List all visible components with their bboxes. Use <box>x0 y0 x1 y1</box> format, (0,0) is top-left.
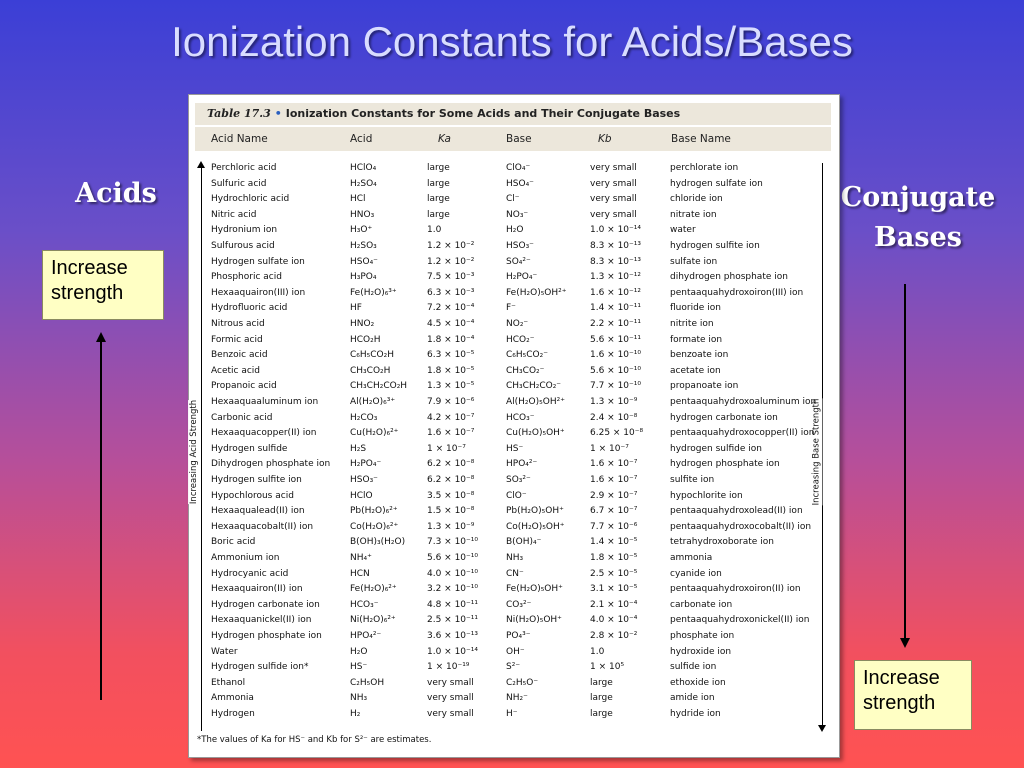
table-row <box>189 613 839 629</box>
cell-ka: 3.5 × 10⁻⁸ <box>427 490 475 501</box>
table-row <box>189 629 839 645</box>
cell-base-name: pentaaquahydroxoiron(III) ion <box>670 287 804 298</box>
cell-acid-name: Hexaaqualead(II) ion <box>211 506 305 517</box>
cell-base-name: hypochlorite ion <box>670 490 743 501</box>
cell-acid: CH₃CO₂H <box>350 365 391 376</box>
cell-ka: 7.3 × 10⁻¹⁰ <box>427 537 478 548</box>
cell-base-name: hydrogen phosphate ion <box>670 459 780 470</box>
cell-acid-name: Hydrogen sulfite ion <box>211 475 302 485</box>
table-row <box>189 286 839 302</box>
base-strength-arrow <box>904 284 906 640</box>
cell-kb: 1.0 <box>590 646 605 657</box>
conjugate-bases-heading <box>836 178 1000 258</box>
cell-base: Ni(H₂O)₅OH⁺ <box>506 615 562 626</box>
table-row <box>189 301 839 317</box>
cell-acid-name: Hexaaquaaluminum ion <box>211 397 319 407</box>
table-row <box>189 364 839 380</box>
cell-kb: very small <box>590 178 637 189</box>
cell-acid-name: Ethanol <box>211 677 246 688</box>
cell-acid-name: Hexaaquairon(III) ion <box>211 287 306 298</box>
cell-base: F⁻ <box>506 303 516 314</box>
cell-ka: 7.5 × 10⁻³ <box>427 272 475 283</box>
acid-strength-arrow <box>100 340 102 700</box>
table-row <box>189 333 839 349</box>
table-row <box>189 551 839 567</box>
cell-acid: HNO₂ <box>350 319 375 329</box>
cell-base-name: sulfite ion <box>670 475 715 485</box>
cell-acid-name: Carbonic acid <box>211 412 273 423</box>
cell-acid-name: Hexaaquanickel(II) ion <box>211 615 312 626</box>
cell-base: NH₃ <box>506 553 524 563</box>
cell-base-name: ammonia <box>670 553 713 563</box>
cell-kb: 2.5 × 10⁻⁵ <box>590 568 638 579</box>
cell-ka: very small <box>427 709 474 719</box>
cell-kb: 2.1 × 10⁻⁴ <box>590 599 638 610</box>
cell-acid: HF <box>350 303 362 314</box>
cell-base-name: propanoate ion <box>670 381 739 392</box>
cell-ka: 1.8 × 10⁻⁵ <box>427 365 475 376</box>
cell-base-name: hydride ion <box>670 709 721 719</box>
cell-base: CH₃CO₂⁻ <box>506 365 545 376</box>
cell-base: ClO⁻ <box>506 490 527 501</box>
cell-base-name: perchlorate ion <box>670 163 739 173</box>
cell-kb: 2.4 × 10⁻⁸ <box>590 412 638 423</box>
cell-acid-name: Boric acid <box>211 537 256 548</box>
header-kb: Kb <box>598 133 612 145</box>
cell-base: HSO₄⁻ <box>506 178 534 189</box>
cell-acid-name: Hexaaquacopper(II) ion <box>211 428 317 439</box>
table-row <box>189 177 839 193</box>
cell-kb: 6.7 × 10⁻⁷ <box>590 506 638 517</box>
cell-kb: 6.25 × 10⁻⁸ <box>590 428 644 439</box>
cell-base-name: hydrogen sulfite ion <box>670 241 760 251</box>
cell-kb: large <box>590 709 613 719</box>
cell-acid: H₂SO₃ <box>350 241 377 251</box>
cell-acid: HCN <box>350 568 370 579</box>
cell-ka: 1.3 × 10⁻⁵ <box>427 381 475 392</box>
cell-base-name: carbonate ion <box>670 599 733 610</box>
cell-base-name: chloride ion <box>670 194 723 205</box>
cell-base: C₆H₅CO₂⁻ <box>506 350 548 361</box>
cell-base-name: cyanide ion <box>670 568 722 579</box>
cell-acid-name: Sulfuric acid <box>211 178 267 189</box>
caption-bullet-icon: • <box>274 107 282 120</box>
cell-ka: 1.0 × 10⁻¹⁴ <box>427 646 478 657</box>
table-row <box>189 691 839 707</box>
cell-kb: large <box>590 693 613 704</box>
cell-ka: large <box>427 178 450 189</box>
cell-acid: NH₃ <box>350 693 368 704</box>
cell-kb: very small <box>590 194 637 205</box>
cell-acid: Fe(H₂O)₆³⁺ <box>350 287 397 298</box>
cell-acid: Ni(H₂O)₆²⁺ <box>350 615 396 626</box>
cell-acid: Fe(H₂O)₆²⁺ <box>350 584 397 595</box>
cell-acid: NH₄⁺ <box>350 553 372 563</box>
base-increase-strength-box <box>854 660 972 730</box>
table-row <box>189 208 839 224</box>
cell-ka: 4.2 × 10⁻⁷ <box>427 412 475 423</box>
cell-acid: H₂O <box>350 646 368 657</box>
cell-base: NO₃⁻ <box>506 209 529 220</box>
cell-acid: HCl <box>350 194 366 205</box>
base-box-line2: strength <box>863 692 936 714</box>
cell-ka: 7.2 × 10⁻⁴ <box>427 303 475 314</box>
cell-base: HSO₃⁻ <box>506 241 534 251</box>
cell-base-name: dihydrogen phosphate ion <box>670 272 788 283</box>
cell-acid-name: Phosphoric acid <box>211 272 282 283</box>
acid-axis-label: Increasing Acid Strength <box>189 399 200 505</box>
cell-ka: 1.8 × 10⁻⁴ <box>427 334 475 345</box>
cell-base-name: benzoate ion <box>670 350 729 361</box>
cell-acid: HClO₄ <box>350 163 377 173</box>
cell-base: S²⁻ <box>506 662 521 673</box>
cell-kb: large <box>590 677 613 688</box>
cell-base-name: pentaaquahydroxoiron(II) ion <box>670 584 801 595</box>
cell-acid: Al(H₂O)₆³⁺ <box>350 397 396 407</box>
cell-base: H₂PO₄⁻ <box>506 272 538 283</box>
cell-base: HCO₃⁻ <box>506 412 535 423</box>
cell-base-name: hydrogen sulfide ion <box>670 443 762 454</box>
cell-kb: 2.9 × 10⁻⁷ <box>590 490 638 501</box>
cell-kb: 1.6 × 10⁻¹⁰ <box>590 350 641 361</box>
table-row <box>189 239 839 255</box>
cell-base-name: formate ion <box>670 334 723 345</box>
cell-ka: 6.3 × 10⁻⁵ <box>427 350 475 361</box>
cell-ka: large <box>427 163 450 173</box>
cell-acid-name: Water <box>211 646 238 657</box>
table-row <box>189 348 839 364</box>
cell-base-name: pentaaquahydroxonickel(II) ion <box>670 615 810 626</box>
cell-base: Fe(H₂O)₅OH²⁺ <box>506 287 567 298</box>
cell-acid-name: Hypochlorous acid <box>211 490 294 501</box>
cell-kb: 5.6 × 10⁻¹⁰ <box>590 365 641 376</box>
cell-base: HPO₄²⁻ <box>506 459 538 470</box>
acids-heading: Acids <box>75 178 157 209</box>
cell-base: HCO₂⁻ <box>506 334 535 345</box>
cell-acid-name: Hydrogen sulfate ion <box>211 256 305 267</box>
cell-acid-name: Hydrogen phosphate ion <box>211 631 322 641</box>
table-footnote: *The values of Ka for HS⁻ and Kb for S²⁻ are estimates. <box>197 735 432 745</box>
cell-acid-name: Hydrogen sulfide ion* <box>211 662 309 673</box>
cell-ka: 4.0 × 10⁻¹⁰ <box>427 568 478 579</box>
conjugate-bases-heading-line2: Bases <box>874 222 962 253</box>
cell-acid-name: Formic acid <box>211 334 263 345</box>
cell-base-name: hydrogen sulfate ion <box>670 178 763 189</box>
base-axis-arrow-icon <box>818 725 826 732</box>
table-number: Table 17.3 <box>207 107 271 120</box>
cell-acid: Co(H₂O)₆²⁺ <box>350 521 399 532</box>
cell-ka: 1 × 10⁻⁷ <box>427 443 466 454</box>
cell-kb: 2.2 × 10⁻¹¹ <box>590 319 641 329</box>
cell-kb: 1.4 × 10⁻¹¹ <box>590 303 641 314</box>
cell-acid: HCO₂H <box>350 334 381 345</box>
cell-acid-name: Sulfurous acid <box>211 241 275 251</box>
cell-acid-name: Propanoic acid <box>211 381 277 392</box>
cell-ka: 4.5 × 10⁻⁴ <box>427 319 475 329</box>
base-axis-label: Increasing Base Strength <box>811 398 822 506</box>
cell-base-name: pentaaquahydroxocopper(II) ion <box>670 428 815 439</box>
cell-base-name: hydrogen carbonate ion <box>670 412 778 423</box>
cell-base: PO₄³⁻ <box>506 631 531 641</box>
cell-ka: 1.0 <box>427 225 442 236</box>
table-row <box>189 707 839 723</box>
cell-kb: 7.7 × 10⁻¹⁰ <box>590 381 641 392</box>
cell-acid: H₃PO₄ <box>350 272 377 283</box>
cell-kb: 1.6 × 10⁻¹² <box>590 287 641 298</box>
cell-acid: Cu(H₂O)₆²⁺ <box>350 428 399 439</box>
cell-base: ClO₄⁻ <box>506 163 531 173</box>
cell-acid-name: Nitric acid <box>211 209 257 220</box>
cell-base-name: pentaaquahydroxolead(II) ion <box>670 506 803 517</box>
cell-base: OH⁻ <box>506 646 525 657</box>
cell-kb: 1 × 10⁵ <box>590 662 625 673</box>
cell-acid: B(OH)₃(H₂O) <box>350 537 406 548</box>
cell-kb: 2.8 × 10⁻² <box>590 631 638 641</box>
table-row <box>189 457 839 473</box>
cell-base-name: fluoride ion <box>670 303 721 314</box>
table-row <box>189 520 839 536</box>
table-row <box>189 317 839 333</box>
cell-base-name: hydroxide ion <box>670 646 732 657</box>
cell-base-name: pentaaquahydroxocobalt(II) ion <box>670 521 812 532</box>
cell-base: NH₂⁻ <box>506 693 528 704</box>
cell-acid: C₆H₅CO₂H <box>350 350 395 361</box>
cell-kb: 1.8 × 10⁻⁵ <box>590 553 638 563</box>
table-row <box>189 660 839 676</box>
cell-ka: 6.2 × 10⁻⁸ <box>427 475 475 485</box>
cell-acid-name: Dihydrogen phosphate ion <box>211 459 331 470</box>
ionization-table <box>188 94 840 758</box>
cell-base: C₂H₅O⁻ <box>506 677 539 688</box>
cell-acid-name: Nitrous acid <box>211 319 265 329</box>
cell-acid-name: Hexaaquairon(II) ion <box>211 584 303 595</box>
cell-base-name: sulfide ion <box>670 662 717 673</box>
cell-base-name: amide ion <box>670 693 715 704</box>
cell-kb: 8.3 × 10⁻¹³ <box>590 256 641 267</box>
cell-ka: 5.6 × 10⁻¹⁰ <box>427 553 478 563</box>
cell-acid-name: Hydrofluoric acid <box>211 303 288 314</box>
table-row <box>189 379 839 395</box>
cell-base: H₂O <box>506 225 524 236</box>
cell-kb: 1.4 × 10⁻⁵ <box>590 537 638 548</box>
slide-title: Ionization Constants for Acids/Bases <box>171 18 853 65</box>
cell-base: Co(H₂O)₅OH⁺ <box>506 521 565 532</box>
cell-acid-name: Hydrogen <box>211 709 255 719</box>
cell-ka: 2.5 × 10⁻¹¹ <box>427 615 478 626</box>
cell-acid-name: Hydrocyanic acid <box>211 568 289 579</box>
cell-acid-name: Hydronium ion <box>211 225 278 236</box>
cell-base: NO₂⁻ <box>506 319 529 329</box>
cell-acid: H₂SO₄ <box>350 178 377 189</box>
header-base-name: Base Name <box>671 133 731 145</box>
cell-kb: very small <box>590 163 637 173</box>
cell-ka: very small <box>427 693 474 704</box>
table-caption <box>195 103 831 125</box>
cell-ka: 7.9 × 10⁻⁶ <box>427 397 475 407</box>
cell-acid-name: Acetic acid <box>211 365 260 376</box>
cell-base: B(OH)₄⁻ <box>506 537 542 548</box>
cell-acid-name: Ammonia <box>211 693 254 704</box>
cell-acid-name: Hydrogen carbonate ion <box>211 599 320 610</box>
cell-ka: 6.2 × 10⁻⁸ <box>427 459 475 470</box>
cell-acid: HSO₄⁻ <box>350 256 378 267</box>
cell-base-name: nitrite ion <box>670 319 714 329</box>
table-row <box>189 535 839 551</box>
cell-acid-name: Hydrogen sulfide <box>211 443 288 454</box>
header-acid-name: Acid Name <box>211 133 268 145</box>
cell-acid: HPO₄²⁻ <box>350 631 382 641</box>
cell-acid: H₂S <box>350 443 367 454</box>
conjugate-bases-heading-line1: Conjugate <box>840 182 996 213</box>
table-row <box>189 645 839 661</box>
cell-base: Al(H₂O)₅OH²⁺ <box>506 397 565 407</box>
cell-base: Cl⁻ <box>506 194 520 205</box>
cell-ka: 1 × 10⁻¹⁹ <box>427 662 470 673</box>
table-row <box>189 411 839 427</box>
cell-ka: 3.2 × 10⁻¹⁰ <box>427 584 478 595</box>
cell-ka: 1.3 × 10⁻⁹ <box>427 521 475 532</box>
cell-acid: Pb(H₂O)₆²⁺ <box>350 506 398 517</box>
cell-ka: 3.6 × 10⁻¹³ <box>427 631 478 641</box>
cell-ka: very small <box>427 677 474 688</box>
cell-base: CN⁻ <box>506 568 524 579</box>
table-row <box>189 567 839 583</box>
base-box-line1: Increase <box>863 667 940 689</box>
cell-ka: large <box>427 209 450 220</box>
cell-acid: H₂CO₃ <box>350 412 378 423</box>
cell-acid-name: Hydrochloric acid <box>211 194 290 205</box>
table-row <box>189 489 839 505</box>
cell-ka: 1.2 × 10⁻² <box>427 241 475 251</box>
cell-ka: 1.6 × 10⁻⁷ <box>427 428 475 439</box>
cell-kb: very small <box>590 209 637 220</box>
cell-base-name: sulfate ion <box>670 256 718 267</box>
cell-kb: 1 × 10⁻⁷ <box>590 443 629 454</box>
cell-kb: 1.0 × 10⁻¹⁴ <box>590 225 641 236</box>
cell-kb: 7.7 × 10⁻⁶ <box>590 521 638 532</box>
table-row <box>189 223 839 239</box>
table-row <box>189 442 839 458</box>
cell-kb: 1.3 × 10⁻⁹ <box>590 397 638 407</box>
cell-kb: 8.3 × 10⁻¹³ <box>590 241 641 251</box>
cell-base-name: phosphate ion <box>670 631 735 641</box>
table-row <box>189 161 839 177</box>
table-caption-text: Ionization Constants for Some Acids and Their Conjugate Bases <box>285 107 681 120</box>
header-ka: Ka <box>438 133 451 145</box>
acid-box-line2: strength <box>51 282 124 304</box>
cell-acid: HSO₃⁻ <box>350 475 378 485</box>
cell-kb: 1.3 × 10⁻¹² <box>590 272 641 283</box>
cell-ka: 6.3 × 10⁻³ <box>427 287 475 298</box>
cell-base-name: nitrate ion <box>670 209 717 220</box>
cell-base: SO₃²⁻ <box>506 475 531 485</box>
cell-acid: C₂H₅OH <box>350 677 385 688</box>
cell-acid: H₃O⁺ <box>350 225 373 236</box>
cell-kb: 5.6 × 10⁻¹¹ <box>590 334 641 345</box>
cell-base: SO₄²⁻ <box>506 256 531 267</box>
cell-ka: 4.8 × 10⁻¹¹ <box>427 599 478 610</box>
cell-kb: 3.1 × 10⁻⁵ <box>590 584 638 595</box>
cell-base: CO₃²⁻ <box>506 599 532 610</box>
acid-box-line1: Increase <box>51 257 128 279</box>
cell-ka: 1.2 × 10⁻² <box>427 256 475 267</box>
table-row <box>189 582 839 598</box>
cell-base: H⁻ <box>506 709 518 719</box>
table-row <box>189 395 839 411</box>
base-strength-arrow-head <box>900 638 910 648</box>
cell-kb: 4.0 × 10⁻⁴ <box>590 615 638 626</box>
table-row <box>189 598 839 614</box>
cell-acid-name: Hexaaquacobalt(II) ion <box>211 521 314 532</box>
acid-increase-strength-box <box>42 250 164 320</box>
table-row <box>189 473 839 489</box>
table-header-row <box>195 127 831 151</box>
table-row <box>189 192 839 208</box>
cell-base-name: water <box>670 225 696 236</box>
cell-acid-name: Ammonium ion <box>211 553 280 563</box>
cell-acid-name: Benzoic acid <box>211 350 268 361</box>
cell-kb: 1.6 × 10⁻⁷ <box>590 475 638 485</box>
table-row <box>189 504 839 520</box>
cell-ka: 1.5 × 10⁻⁸ <box>427 506 475 517</box>
table-row <box>189 270 839 286</box>
cell-base: CH₃CH₂CO₂⁻ <box>506 381 562 392</box>
cell-base-name: acetate ion <box>670 365 721 376</box>
cell-kb: 1.6 × 10⁻⁷ <box>590 459 638 470</box>
cell-acid: HClO <box>350 490 373 501</box>
cell-base: Pb(H₂O)₅OH⁺ <box>506 506 564 517</box>
cell-ka: large <box>427 194 450 205</box>
cell-base-name: tetrahydroxoborate ion <box>670 537 774 548</box>
cell-acid: H₂PO₄⁻ <box>350 459 382 470</box>
table-row <box>189 255 839 271</box>
cell-acid-name: Perchloric acid <box>211 163 277 173</box>
cell-base: Cu(H₂O)₅OH⁺ <box>506 428 565 439</box>
cell-acid: HS⁻ <box>350 662 368 673</box>
table-row <box>189 676 839 692</box>
cell-base: Fe(H₂O)₅OH⁺ <box>506 584 563 595</box>
table-row <box>189 426 839 442</box>
cell-acid: H₂ <box>350 709 361 719</box>
cell-base-name: ethoxide ion <box>670 677 726 688</box>
header-base: Base <box>506 133 532 145</box>
header-acid: Acid <box>350 133 373 145</box>
cell-acid: HCO₃⁻ <box>350 599 379 610</box>
cell-base: HS⁻ <box>506 443 524 454</box>
cell-acid: HNO₃ <box>350 209 375 220</box>
cell-base-name: pentaaquahydroxoaluminum ion <box>670 397 817 407</box>
cell-acid: CH₃CH₂CO₂H <box>350 381 408 392</box>
